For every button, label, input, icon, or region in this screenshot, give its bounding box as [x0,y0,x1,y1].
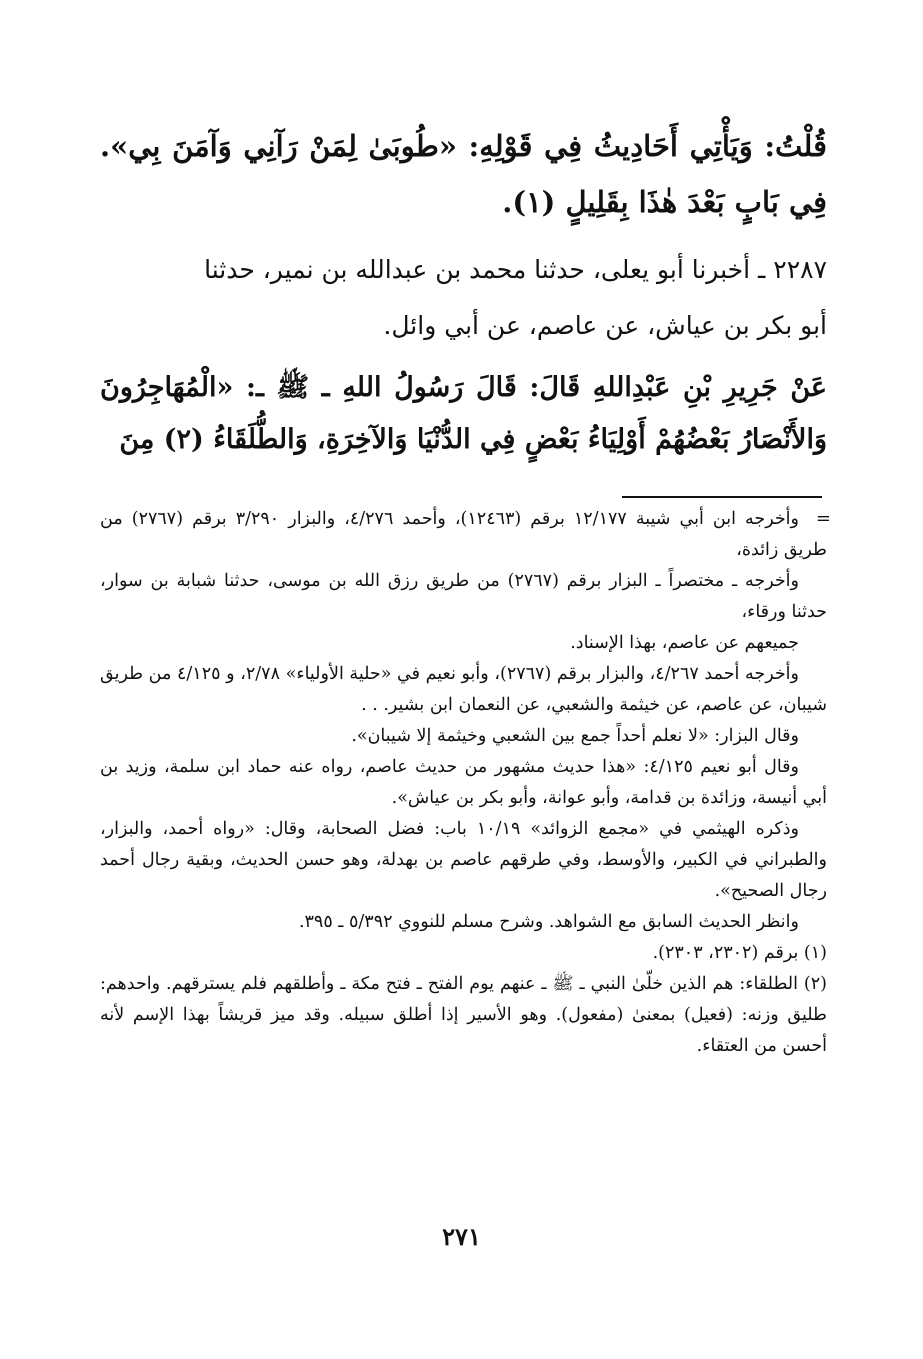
footnote-paragraph: وأخرجه أحمد ٤/٢٦٧، والبزار برقم (٢٧٦٧)، وأبو نعيم في «حلية الأولياء» ٢/٧٨، و ٤/١٢٥ من طريق شيبان، عن عاصم، عن خيثمة والشعبي، عن النعمان ابن بشير. . . [100,664,827,715]
footnote-paragraph: وذكره الهيثمي في «مجمع الزوائد» ١٠/١٩ باب: فضل الصحابة، وقال: «رواه أحمد، والبزار، والطبراني في الكبير، والأوسط، وفي طرقهم عاصم بن بهدلة، وهو حسن الحديث، وبقية رجال أحمد رجال الصحيح». [100,819,827,901]
footnote-1: (١) برقم (٢٣٠٢، ٢٣٠٣). [652,943,827,963]
isnad-line-1: ٢٢٨٧ ـ أخبرنا أبو يعلى، حدثنا محمد بن عبدالله بن نمير، حدثنا [204,255,827,284]
footnote-paragraph: جميعهم عن عاصم، بهذا الإسناد. [570,633,799,653]
footnotes [100,504,827,1062]
main-text [100,118,827,466]
isnad-line-2: أبو بكر بن عياش، عن عاصم، عن أبي وائل. [383,311,827,340]
footnote-paragraph: وقال أبو نعيم ٤/١٢٥: «هذا حديث مشهور من حديث عاصم، رواه عنه حماد ابن سلمة، وزيد بن أبي أنيسة، وزائدة بن قدامة، وأبو عوانة، وأبو بكر بن عياش». [100,757,827,808]
footnote-2: (٢) الطلقاء: هم الذين خلّىٰ النبي ـ ﷺ ـ عنهم يوم الفتح ـ فتح مكة ـ وأطلقهم فلم يسترقهم. واحدهم: طليق وزنه: (فعيل) بمعنىٰ (مفعول). وهو الأسير إذا أطلق سبيله. وقد ميز قريشاً بهذا الإسم لأنه أحسن من العتقاء. [100,974,827,1056]
footnote-paragraph: وانظر الحديث السابق مع الشواهد. وشرح مسلم للنووي ٥/٣٩٢ ـ ٣٩٥. [298,912,799,932]
continuation-mark: = [815,508,831,529]
footnote-paragraph: وأخرجه ـ مختصراً ـ البزار برقم (٢٧٦٧) من طريق رزق الله بن موسى، حدثنا شبابة بن سوار، حدثنا ورقاء، [100,571,827,622]
hadith-text: عَنْ جَرِيرِ بْنِ عَبْدِاللهِ قَالَ: قَالَ رَسُولُ اللهِ ـ ﷺ ـ: «الْمُهَاجِرُونَ وَالأَنْصَارُ بَعْضُهُمْ أَوْلِيَاءُ بَعْضٍ فِي الدُّنْيَا وَالآخِرَةِ، وَالطُّلَقَاءُ (٢) مِنَ [100,372,827,455]
footnote-paragraph: وقال البزار: «لا نعلم أحداً جمع بين الشعبي وخيثمة إلا شيبان». [351,726,799,746]
footnote-paragraph: وأخرجه ابن أبي شيبة ١٢/١٧٧ برقم (١٢٤٦٣)، وأحمد ٤/٢٧٦، والبزار ٣/٢٩٠ برقم (٢٧٦٧) من طريق زائدة، [100,509,827,560]
commentary-paragraph: قُلْتُ: وَيَأْتِي أَحَادِيثُ فِي قَوْلِهِ: «طُوبَىٰ لِمَنْ رَآنِي وَآمَنَ بِي». فِي بَابٍ بَعْدَ هٰذَا بِقَلِيلٍ (١). [100,129,827,219]
footnote-separator [622,496,822,498]
page-number: ٢٧١ [442,1222,481,1251]
